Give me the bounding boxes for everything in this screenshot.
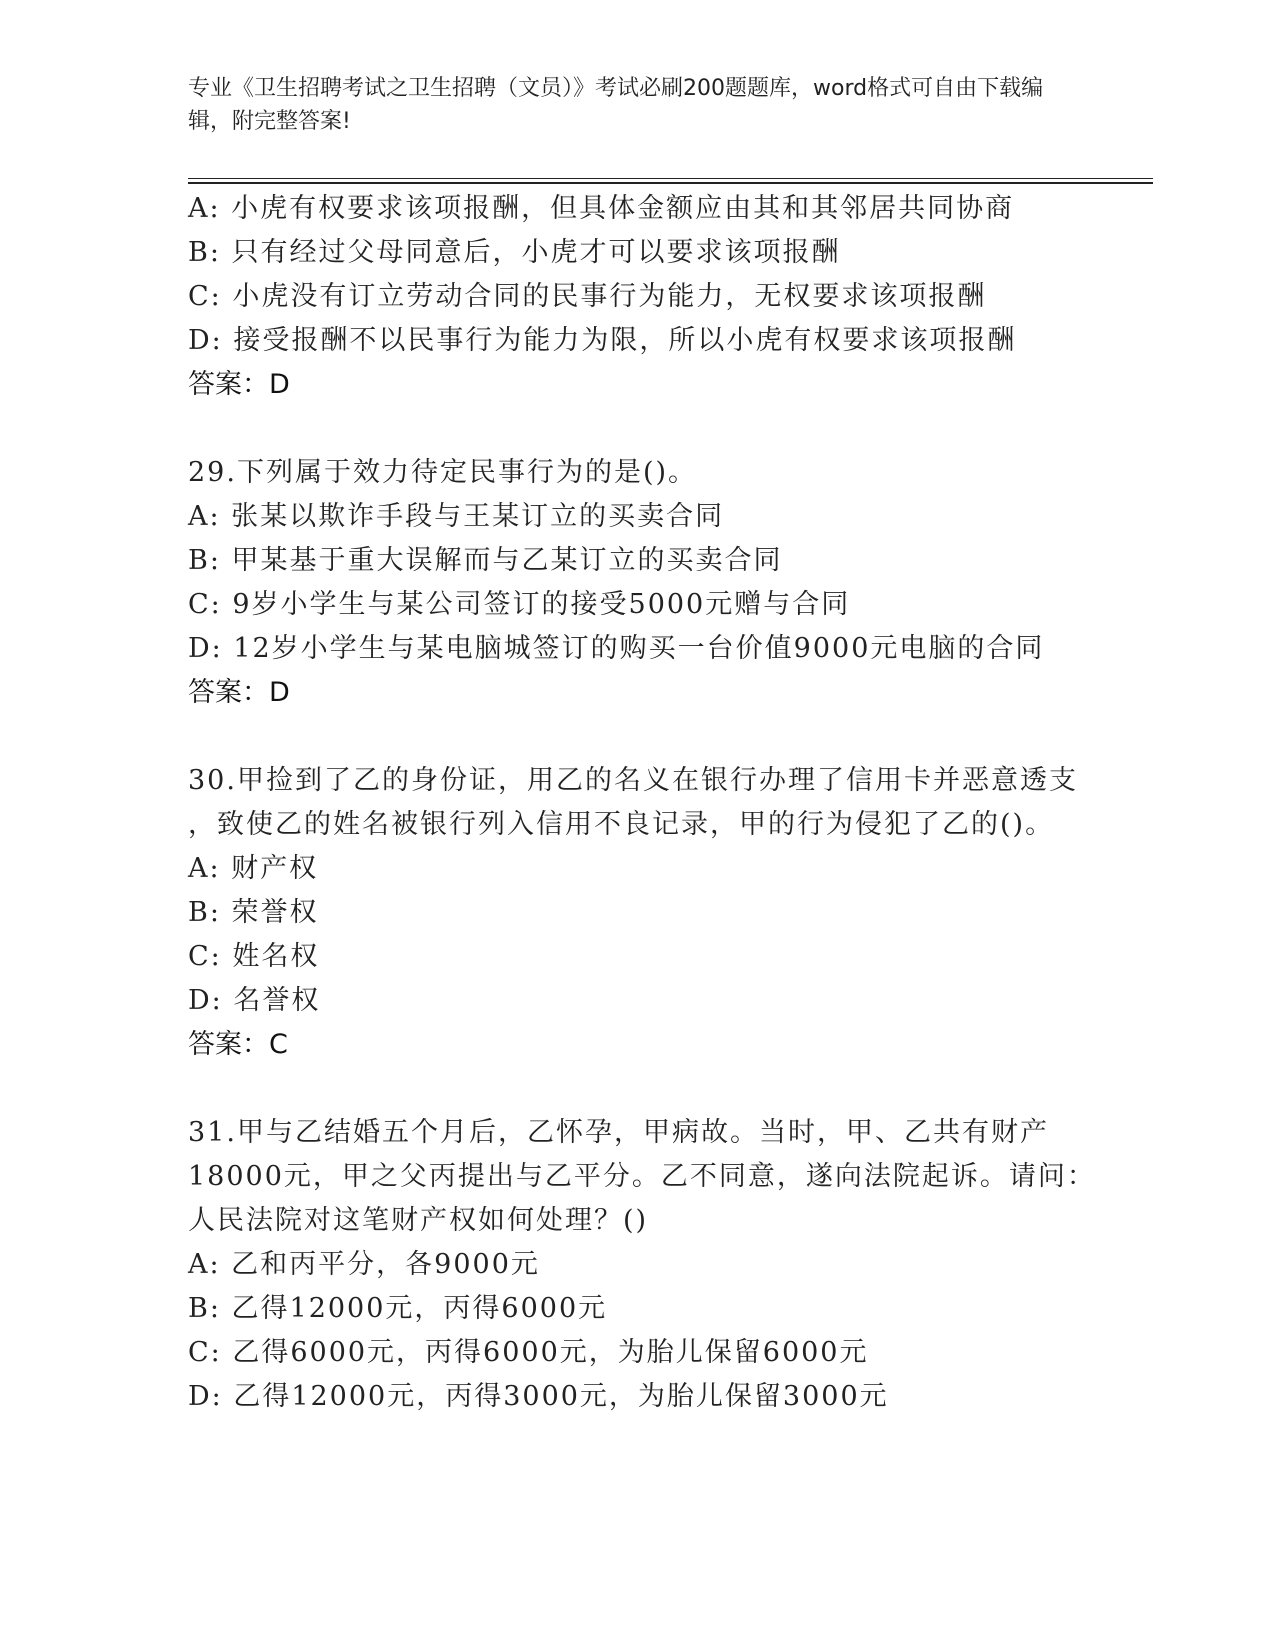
- q31-option-d: D: 乙得12000元，丙得3000元，为胎儿保留3000元: [188, 1381, 889, 1412]
- q29-option-a: A: 张某以欺诈手段与王某订立的买卖合同: [188, 501, 725, 532]
- q31-option-a: A: 乙和丙平分，各9000元: [188, 1249, 540, 1280]
- q30-option-c: C: 姓名权: [188, 941, 320, 972]
- q30-answer: 答案：C: [188, 1029, 288, 1060]
- q28-option-b: B: 只有经过父母同意后，小虎才可以要求该项报酬: [188, 237, 841, 268]
- q29-answer: 答案：D: [188, 677, 290, 708]
- header-divider-thick: [188, 182, 1153, 184]
- q31-question-line-1: 31.甲与乙结婚五个月后，乙怀孕，甲病故。当时，甲、乙共有财产: [188, 1117, 1049, 1148]
- q29-question: 29.下列属于效力待定民事行为的是()。: [188, 457, 698, 488]
- q29-option-b: B: 甲某基于重大误解而与乙某订立的买卖合同: [188, 545, 783, 576]
- q28-option-d: D: 接受报酬不以民事行为能力为限，所以小虎有权要求该项报酬: [188, 325, 1017, 356]
- header-divider-thin: [188, 178, 1153, 179]
- q29-option-d: D: 12岁小学生与某电脑城签订的购买一台价值9000元电脑的合同: [188, 633, 1045, 664]
- document-header: 专业《卫生招聘考试之卫生招聘（文员）》考试必刷200题题库，word格式可自由下载编辑，附完整答案!: [188, 76, 1044, 134]
- q31-option-b: B: 乙得12000元，丙得6000元: [188, 1293, 608, 1324]
- q28-option-a: A: 小虎有权要求该项报酬，但具体金额应由其和其邻居共同协商: [188, 193, 1015, 224]
- q31-option-c: C: 乙得6000元，丙得6000元，为胎儿保留6000元: [188, 1337, 869, 1368]
- q30-option-b: B: 荣誉权: [188, 897, 319, 928]
- q30-option-d: D: 名誉权: [188, 985, 321, 1016]
- q30-option-a: A: 财产权: [188, 853, 319, 884]
- q28-answer: 答案：D: [188, 369, 290, 400]
- q31-question-line-2: 18000元，甲之父丙提出与乙平分。乙不同意，遂向法院起诉。请问：: [188, 1161, 1096, 1192]
- q28-option-c: C: 小虎没有订立劳动合同的民事行为能力，无权要求该项报酬: [188, 281, 987, 312]
- q30-question-line-2: ，致使乙的姓名被银行列入信用不良记录，甲的行为侵犯了乙的()。: [188, 809, 1055, 840]
- q31-question-line-3: 人民法院对这笔财产权如何处理？(): [188, 1205, 649, 1236]
- q29-option-c: C: 9岁小学生与某公司签订的接受5000元赠与合同: [188, 589, 851, 620]
- q30-question-line-1: 30.甲捡到了乙的身份证，用乙的名义在银行办理了信用卡并恶意透支: [188, 765, 1078, 796]
